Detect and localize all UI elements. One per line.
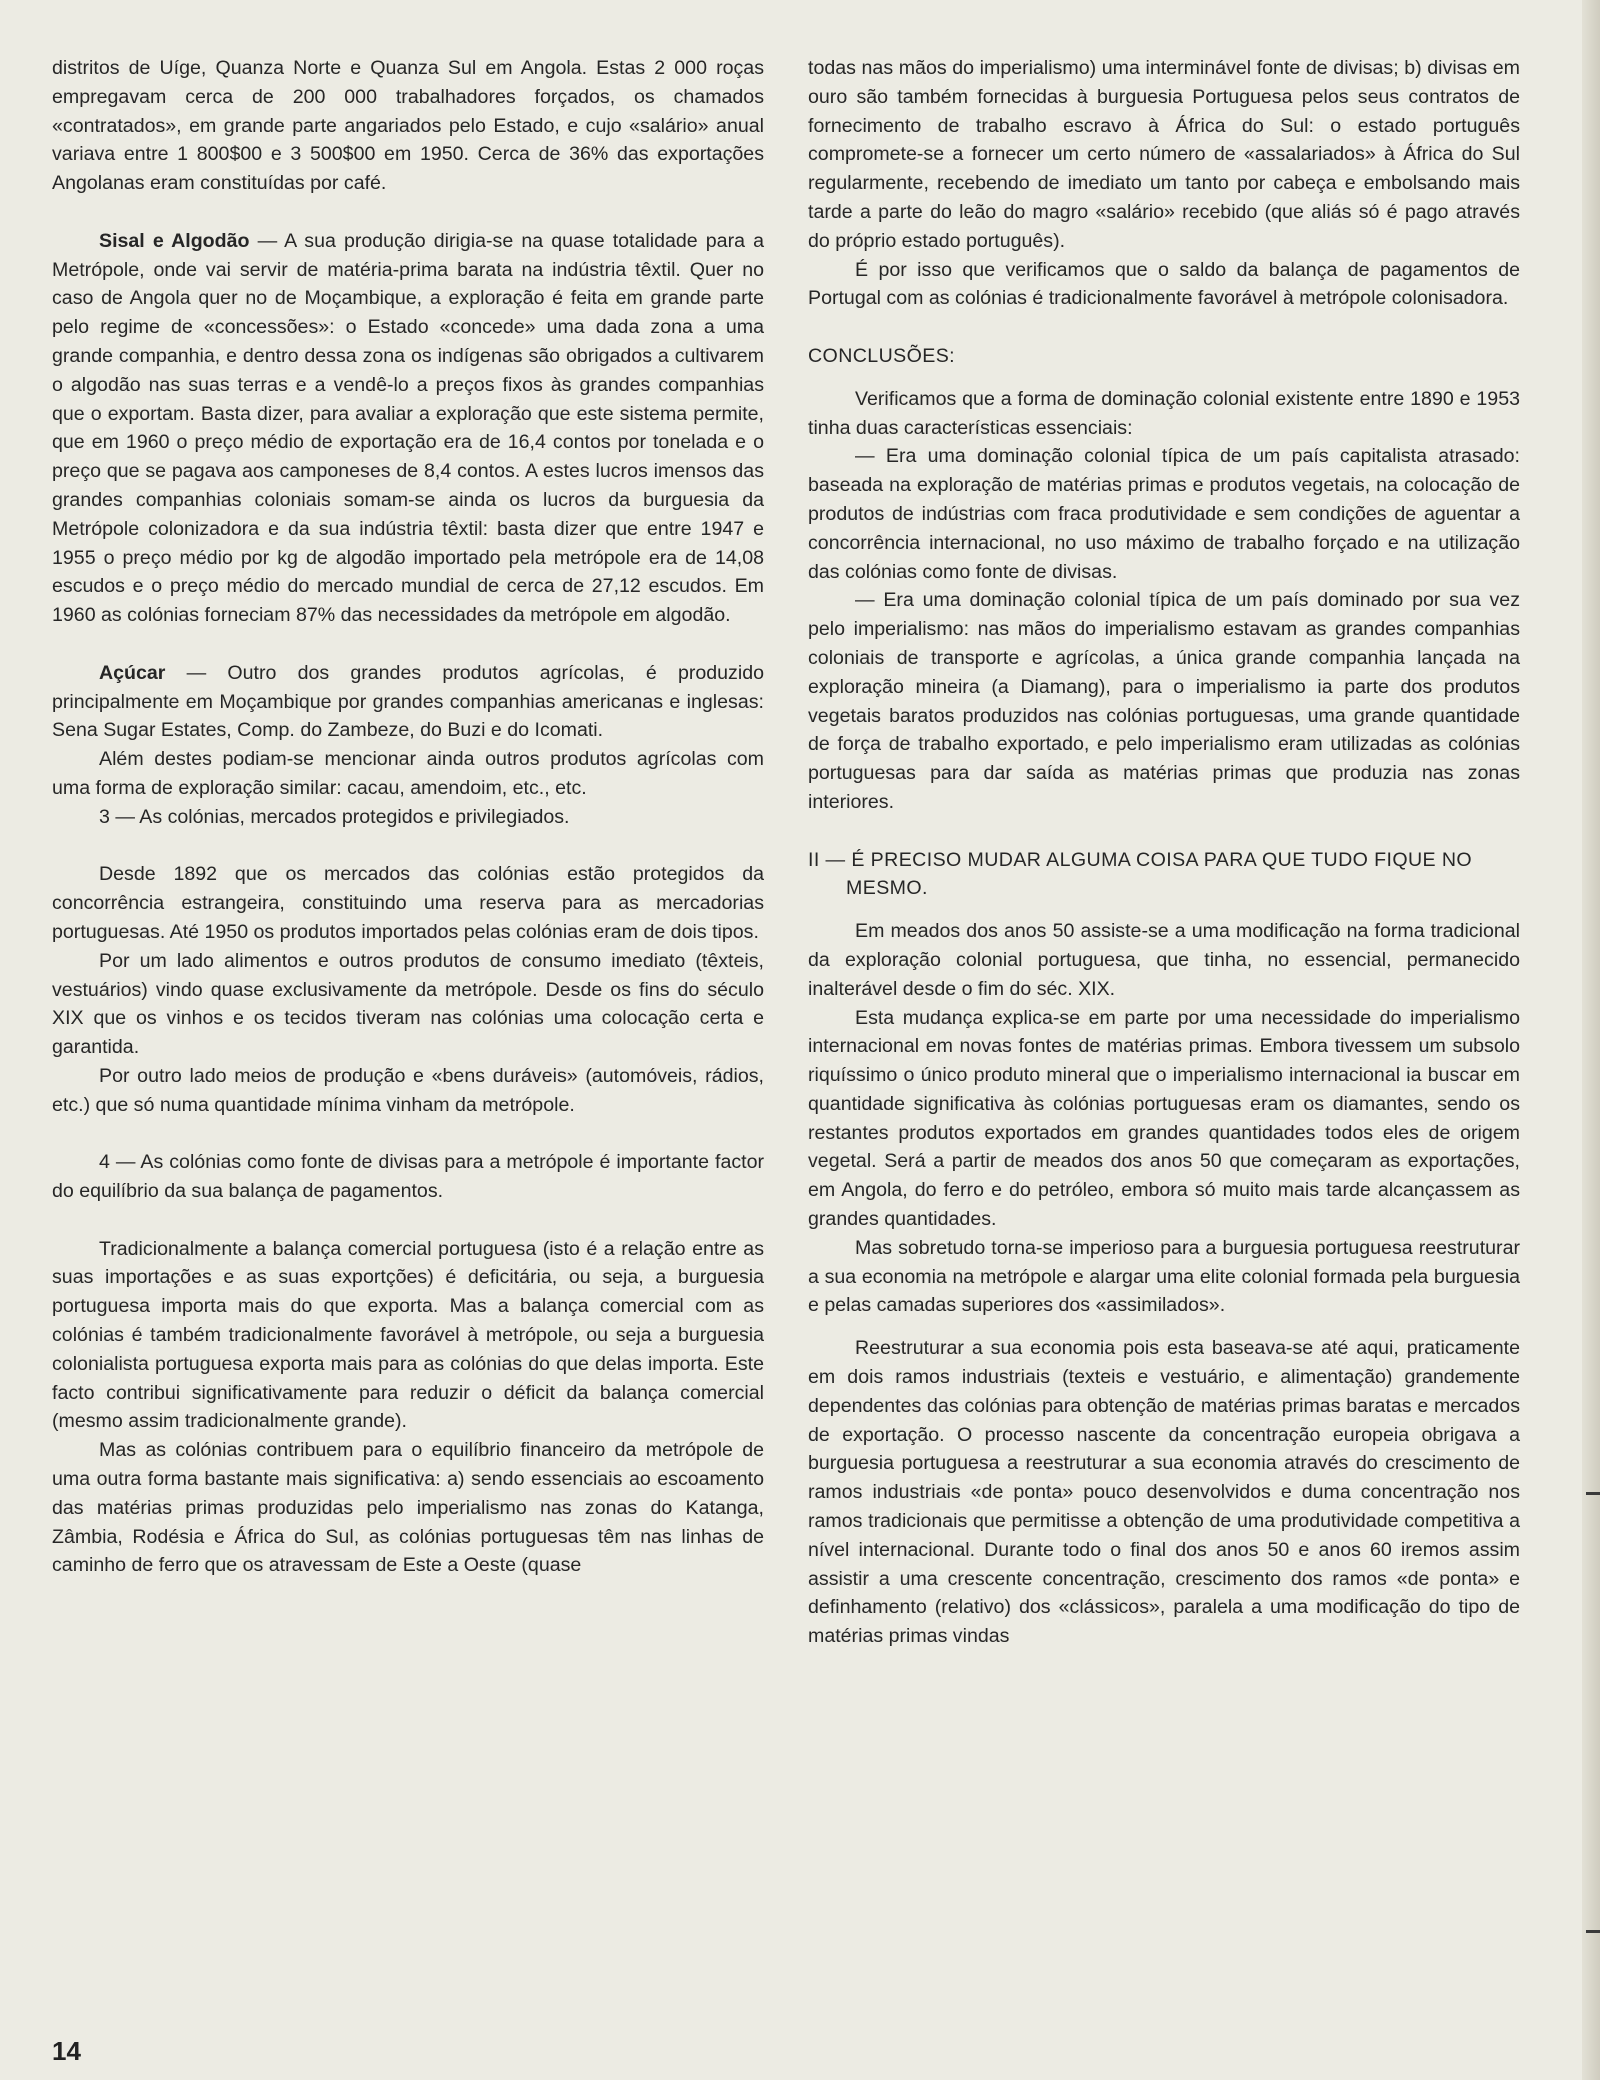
page-edge xyxy=(1582,0,1600,2080)
dash-item: — Era uma dominação colonial típica de um país capitalista atrasado: baseada na exploração de matérias primas e produtos vegetais, na colocação de produtos de indústrias com fraca produtividade e sem condições de aguentar a concorrência internacional, no uso máximo de trabalho forçado e na utilização das colónias como fonte de divisas. xyxy=(808,445,1520,583)
paragraph: Verificamos que a forma de dominação colonial existente entre 1890 e 1953 tinha duas características essenciais: xyxy=(808,387,1520,439)
left-column xyxy=(52,54,764,1580)
paragraph: Em meados dos anos 50 assiste-se a uma modificação na forma tradicional da exploração colonial portuguesa, que tinha, no essencial, permanecido inalterável desde o fim do séc. XIX. xyxy=(808,920,1520,1000)
paragraph: Mas as colónias contribuem para o equilíbrio financeiro da metrópole de uma outra forma bastante mais significativa: a) sendo essenciais ao escoamento das matérias primas produzidas pelo imperialismo nas zonas do Katanga, Zâmbia, Rodésia e África do Sul, as colónias portuguesas têm nas linhas de caminho de ferro que os atravessam de Este a Oeste (quase xyxy=(52,1439,764,1577)
section-heading-3: 3 — As colónias, mercados protegidos e privilegiados. xyxy=(99,805,570,828)
paragraph-sisal xyxy=(52,227,764,630)
paragraph: Esta mudança explica-se em parte por uma necessidade do imperialismo internacional em novas fontes de matérias primas. Embora tivessem um subsolo riquíssimo o único produto mineral que o imperialismo internacional ia buscar em quantidade significativa às colónias portuguesas eram os diamantes, sendo os restantes produtos exportados em grandes quantidades todos eles de origem vegetal. Será a partir de meados dos anos 50 que começaram as exportações, em Angola, do ferro e do petróleo, embora só muito mais tarde alcançassem as grandes quantidades. xyxy=(808,1006,1520,1231)
paragraph-text: — A sua produção dirigia-se na quase totalidade para a Metrópole, onde vai servir de matéria-prima barata na indústria têxtil. Quer no caso de Angola quer no de Moçambique, a exploração é feita em grande parte pelo regime de «concessões»: o Estado «concede» uma dada zona a uma grande companhia, e dentro dessa zona os indígenas são obrigados a cultivarem o algodão nas suas terras e a vendê-lo a preços fixos às grandes companhias que o exportam. Basta dizer, para avaliar a exploração que este sistema permite, que em 1960 o preço médio de exportação era de 16,4 contos por tonelada e o preço que se pagava aos camponeses de 8,4 contos. A estes lucros imensos das grandes companhias coloniais somam-se ainda os lucros da burguesia da Metrópole colonizadora e da sua indústria têxtil: basta dizer que entre 1947 e 1955 o preço médio por kg de algodão importado pela metrópole era de 14,08 escudos e o preço médio do mercado mundial de cerca de 27,12 escudos. Em 1960 as colónias forneciam 87% das necessidades da metrópole em algodão. xyxy=(52,229,764,627)
paragraph: Mas sobretudo torna-se imperioso para a burguesia portuguesa reestruturar a sua economia na metrópole e alargar uma elite colonial formada pela burguesia e pelas camadas superiores dos «assimilados». xyxy=(808,1236,1520,1317)
dash-item: — Era uma dominação colonial típica de um país dominado por sua vez pelo imperialismo: nas mãos do imperialismo estavam as grandes companhias coloniais de transporte e agrícolas, a única grande companhia lançada na exploração mineira (a Diamang), para o imperialismo ia parte dos produtos vegetais baratos produzidos nas colónias portuguesas, uma grande quantidade de força de trabalho exportado, e pelo imperialismo eram utilizadas as colónias portuguesas para dar saída as matérias primas que produzia nas zonas interiores. xyxy=(808,589,1520,813)
section-heading-4: 4 — As colónias como fonte de divisas para a metrópole é importante factor do equilíbrio da sua balança de pagamentos. xyxy=(52,1151,764,1203)
paragraph: Por um lado alimentos e outros produtos de consumo imediato (têxteis, vestuários) vindo quase exclusivamente da metrópole. Desde os fins do século XIX que os vinhos e os tecidos tiveram nas colónias uma colocação certa e garantida. xyxy=(52,949,764,1059)
paragraph: todas nas mãos do imperialismo) uma interminável fonte de divisas; b) divisas em ouro são também fornecidas à burguesia Portuguesa pelos seus contratos de fornecimento de trabalho escravo à África do Sul: o estado português compromete-se a fornecer um certo número de «assalariados» à África do Sul regularmente, recebendo de imediato um tanto por cabeça e embolsando mais tarde a parte do leão do magro «salário» recebido (que aliás só é pago através do próprio estado português). xyxy=(808,57,1520,252)
paragraph: É por isso que verificamos que o saldo da balança de pagamentos de Portugal com as colónias é tradicionalmente favorável à metrópole colonisadora. xyxy=(808,258,1520,310)
lead-term: Sisal e Algodão xyxy=(99,229,250,252)
edge-mark xyxy=(1586,1492,1600,1495)
paragraph: Tradicionalmente a balança comercial portuguesa (isto é a relação entre as suas importações e as suas exportções) é deficitária, ou seja, a burguesia portuguesa importa mais do que exporta. Mas a balança comercial com as colónias é também tradicionalmente favorável à metrópole, ou seja a burguesia colonialista portuguesa exporta mais para as colónias do que delas importa. Este facto contribui significativamente para reduzir o déficit da balança comercial (mesmo assim tradicionalmente grande). xyxy=(52,1237,764,1433)
section-heading-ii: II — É PRECISO MUDAR ALGUMA COISA PARA QUE TUDO FIQUE NO MESMO. xyxy=(808,848,1473,900)
lead-term: Açúcar xyxy=(99,661,166,684)
edge-mark xyxy=(1586,1930,1600,1933)
paragraph: Por outro lado meios de produção e «bens duráveis» (automóveis, rádios, etc.) que só numa quantidade mínima vinham da metrópole. xyxy=(52,1064,764,1116)
conclusions-heading: CONCLUSÕES: xyxy=(808,344,956,367)
right-column xyxy=(808,54,1520,1651)
paragraph: Reestruturar a sua economia pois esta baseava-se até aqui, praticamente em dois ramos industriais (texteis e vestuário, e alimentação) grandemente dependentes das colónias para obtenção de matérias primas baratas e mercados de exportação. O processo nascente da concentração europeia obrigava a burguesia portuguesa a reestruturar a sua economia através do crescimento de ramos industriais «de ponta» pouco desenvolvidos e duma concentração nos ramos tradicionais que permitisse a obtenção de uma produtividade competitiva a nível internacional. Durante todo o final dos anos 50 e anos 60 iremos assim assistir a uma crescente concentração, crescimento dos ramos «de ponta» e definhamento (relativo) dos «clássicos», paralela a uma modificação do tipo de matérias primas vindas xyxy=(808,1337,1520,1648)
paragraph-acucar xyxy=(52,659,764,745)
paragraph: Além destes podiam-se mencionar ainda outros produtos agrícolas com uma forma de exploração similar: cacau, amendoim, etc., etc. xyxy=(52,748,764,799)
paragraph: Desde 1892 que os mercados das colónias estão protegidos da concorrência estrangeira, constituindo uma reserva para as mercadorias portuguesas. Até 1950 os produtos importados pelas colónias eram de dois tipos. xyxy=(52,863,764,943)
paragraph: distritos de Uíge, Quanza Norte e Quanza Sul em Angola. Estas 2 000 roças empregavam cerca de 200 000 trabalhadores forçados, os chamados «contratados», em grande parte angariados pelo Estado, e cujo «salário» anual variava entre 1 800$00 e 3 500$00 em 1950. Cerca de 36% das exportações Angolanas eram constituídas por café. xyxy=(52,57,764,195)
paragraph-text: — Outro dos grandes produtos agrícolas, é produzido principalmente em Moçambique por grandes companhias americanas e inglesas: Sena Sugar Estates, Comp. do Zambeze, do Buzi e do Icomati. xyxy=(52,661,764,742)
page-number: 14 xyxy=(52,2036,81,2066)
